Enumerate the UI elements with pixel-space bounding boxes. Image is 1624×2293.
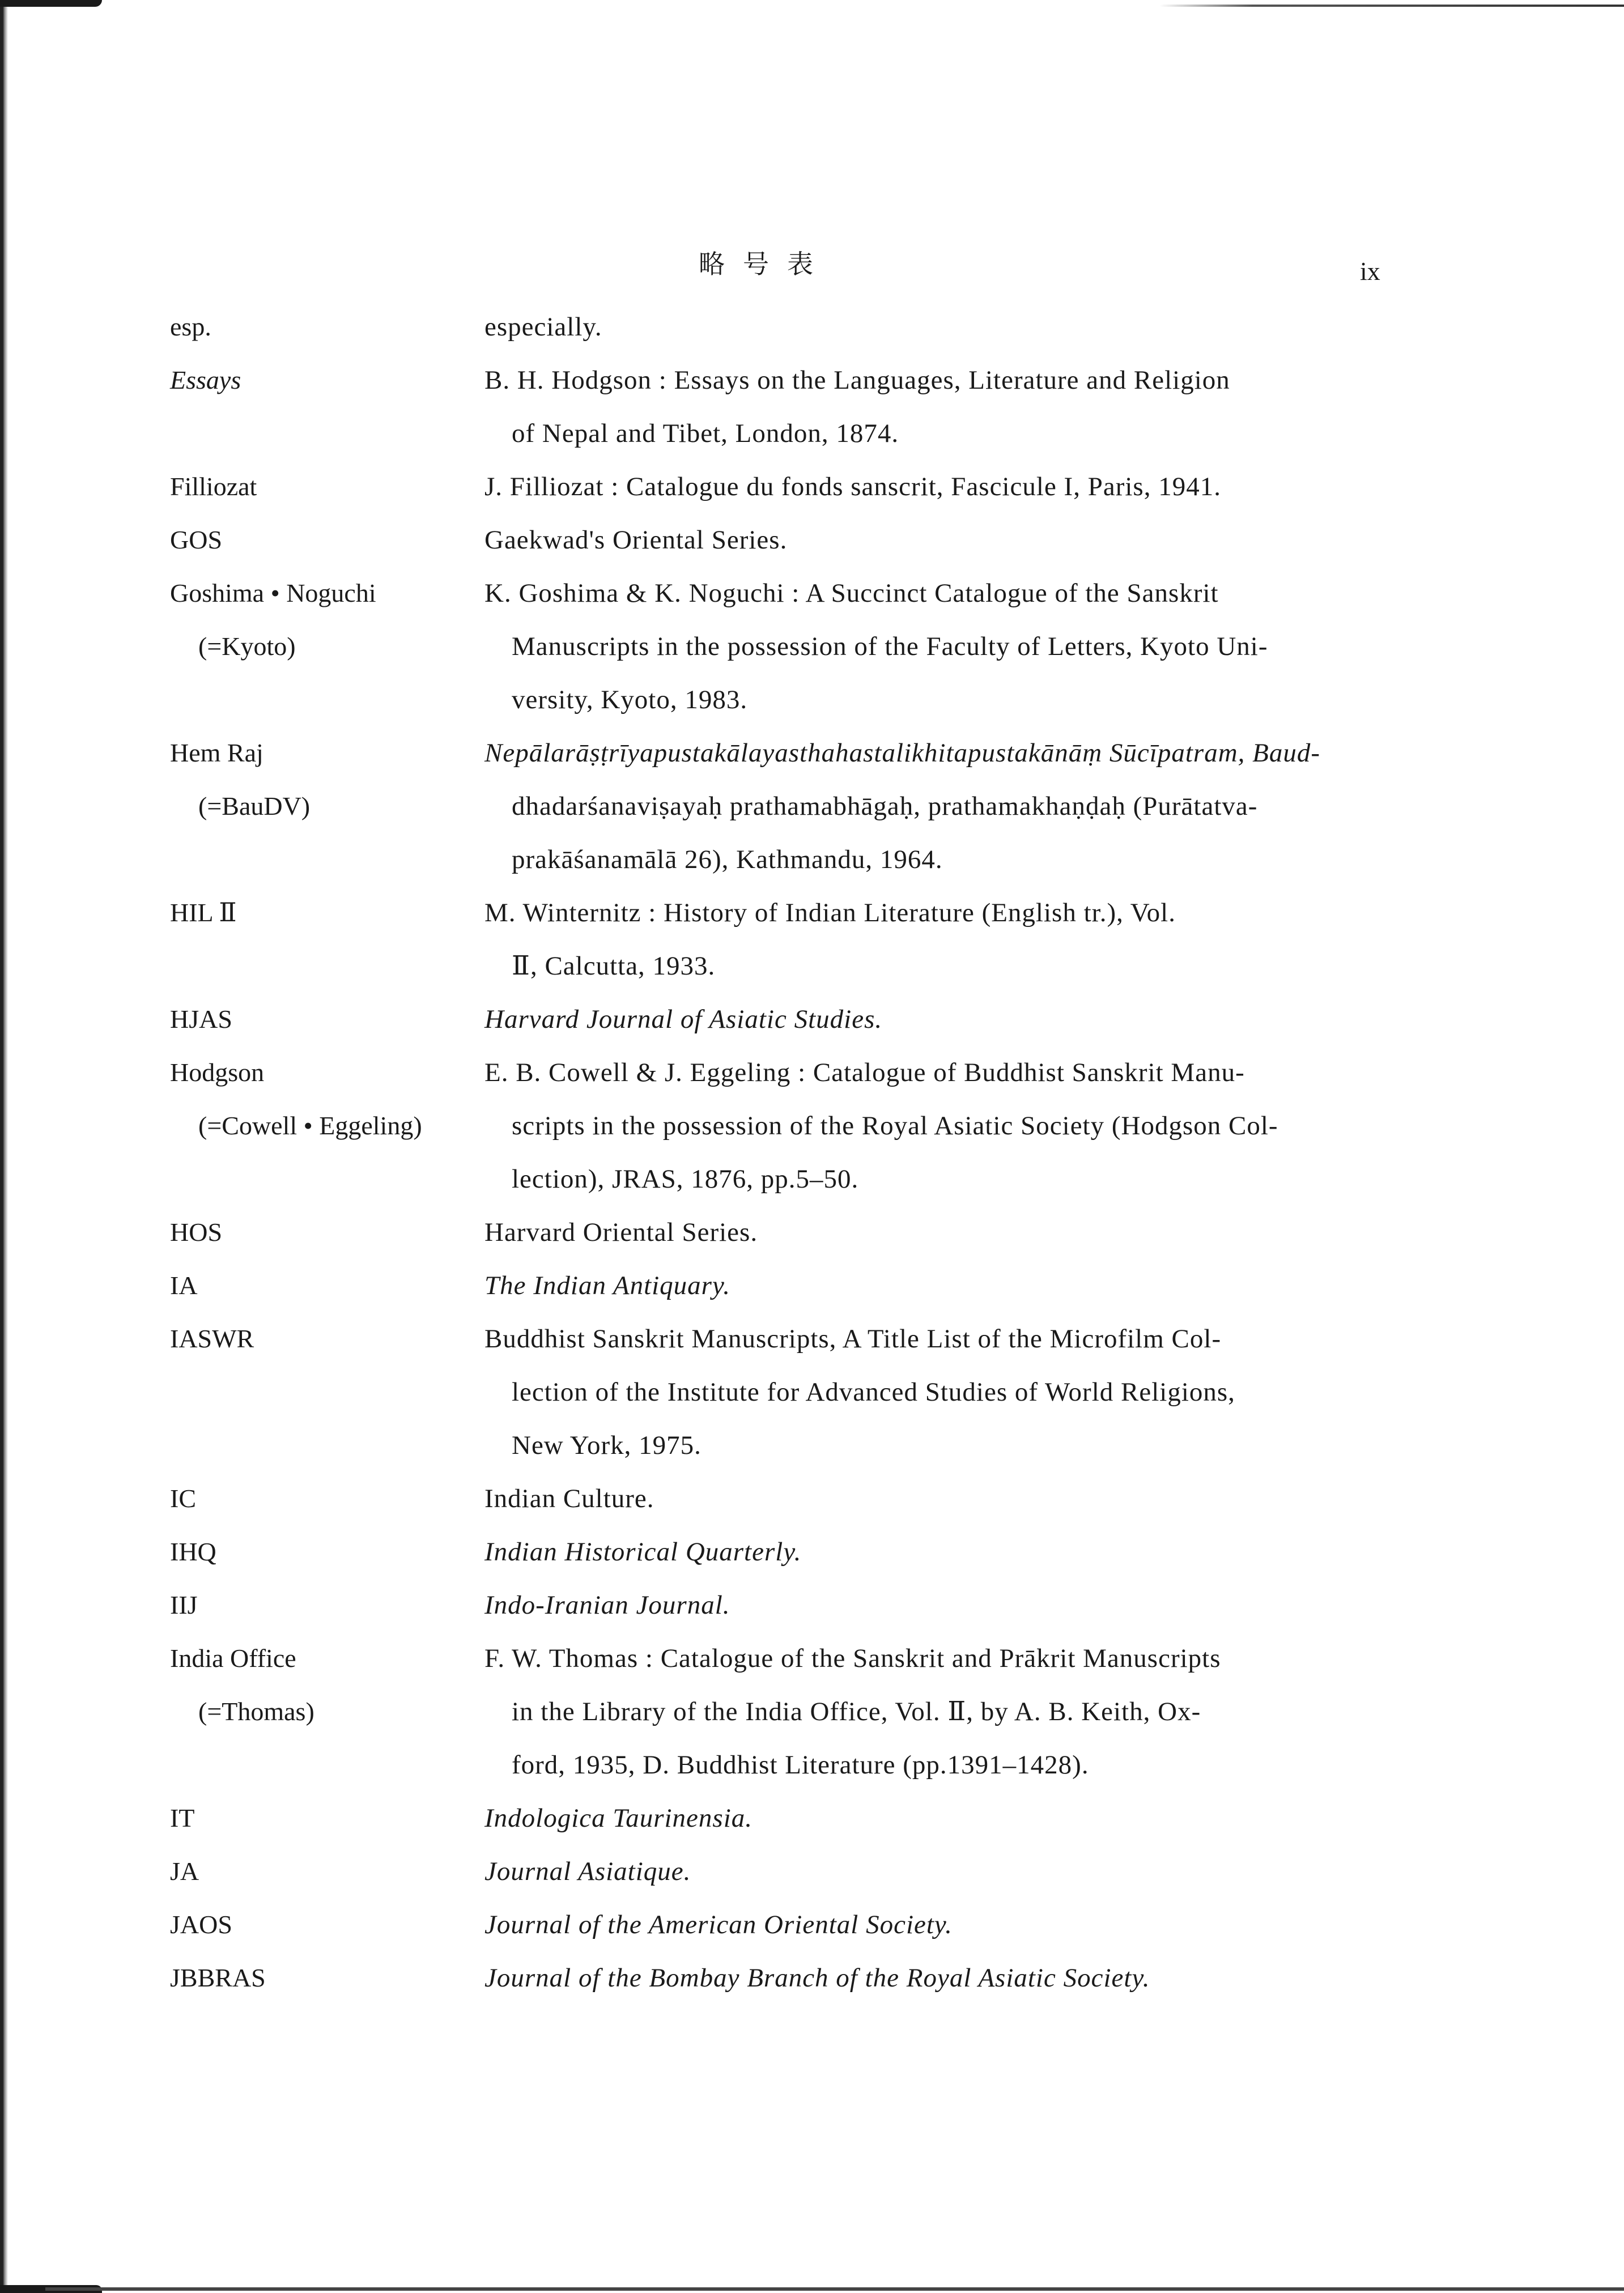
entry-desc: J. Filliozat : Catalogue du fonds sanscrit, Fascicule I, Paris, 1941. [484,472,1221,501]
entry-jaos [170,1898,1388,1951]
entry-hodgson [170,1046,1388,1206]
entry-hos [170,1206,1388,1259]
entry-abbr: IT [170,1803,195,1832]
entry-desc: Buddhist Sanskrit Manuscripts, A Title List of the Microfilm Col- lection of the Institute for Advanced Studies of World Religions, New York, 1975. [484,1324,1235,1460]
entry-filliozat [170,460,1388,513]
entry-abbr: Filliozat [170,472,257,501]
entry-desc: Harvard Oriental Series. [484,1218,758,1247]
entry-jbbras [170,1951,1388,2005]
entry-abbr: Goshima • Noguchi (=Kyoto) [170,567,484,726]
entry-abbr: GOS [170,525,223,554]
entry-desc: Journal Asiatique. [484,1857,691,1886]
entry-abbr: JAOS [170,1910,232,1939]
entry-abbr: Hodgson (=Cowell • Eggeling) [170,1046,484,1206]
entry-iaswr [170,1312,1388,1472]
entry-hem-raj [170,726,1388,886]
page-edge-left [0,0,8,2293]
entry-desc: Indologica Taurinensia. [484,1803,753,1833]
entry-india-office [170,1632,1388,1792]
entry-essays [170,354,1388,460]
abbreviation-list [170,300,1388,2005]
entry-abbr-alias: (=Cowell • Eggeling) [198,1111,422,1140]
entry-desc: B. H. Hodgson : Essays on the Languages, Literature and Religion of Nepal and Tibet, London, 1874. [484,365,1230,448]
entry-goshima-noguchi [170,567,1388,726]
entry-abbr: IASWR [170,1324,254,1353]
entry-abbr: JBBRAS [170,1963,266,1992]
entry-desc: The Indian Antiquary. [484,1271,730,1300]
entry-abbr: IC [170,1484,196,1513]
entry-desc: M. Winternitz : History of Indian Literature (English tr.), Vol. Ⅱ, Calcutta, 1933. [484,898,1176,981]
entry-abbr: HOS [170,1218,223,1247]
entry-abbr: India Office (=Thomas) [170,1632,484,1792]
page-title: 略号表 [699,249,831,279]
page-edge-bottom [45,2287,1624,2291]
entry-abbr-alias: (=Thomas) [198,1697,314,1726]
entry-ja [170,1845,1388,1898]
entry-desc: K. Goshima & K. Noguchi : A Succinct Catalogue of the Sanskrit Manuscripts in the possession of the Faculty of Letters, Kyoto Uni- versity, Kyoto, 1983. [484,578,1268,714]
entry-ihq [170,1525,1388,1579]
entry-hil-2 [170,886,1388,993]
entry-desc: Indian Historical Quarterly. [484,1537,802,1567]
entry-abbr: JA [170,1857,199,1886]
entry-abbr-alias: (=BauDV) [198,792,311,820]
page-edge-top-right [1159,5,1624,7]
entry-abbr: Hem Raj (=BauDV) [170,726,484,886]
entry-abbr: esp. [170,312,211,341]
entry-abbr: IHQ [170,1537,216,1566]
entry-abbr: HIL Ⅱ [170,898,237,927]
entry-desc: Indian Culture. [484,1484,654,1513]
entry-desc: E. B. Cowell & J. Eggeling : Catalogue of Buddhist Sanskrit Manu- scripts in the possession of the Royal Asiatic Society (Hodgson Col- lection), JRAS, 1876, pp.5–50. [484,1058,1278,1194]
entry-abbr: Essays [170,365,241,394]
entry-abbr: IA [170,1271,198,1300]
entry-desc: Nepālarāṣṭrīyapustakālayasthahastalikhitapustakānāṃ Sūcīpatram, Baud- dhadarśanaviṣayaḥ prathamabhāgaḥ, prathamakhaṇḍaḥ (Purātatva- prakāśanamālā 26), Kathmandu, 1964. [484,738,1321,874]
entry-desc: Indo-Iranian Journal. [484,1590,730,1620]
entry-abbr: IIJ [170,1590,198,1619]
page-edge-top-left [0,0,102,7]
entry-abbr: HJAS [170,1005,232,1033]
entry-desc: Journal of the American Oriental Society. [484,1910,953,1939]
entry-hjas [170,993,1388,1046]
entry-desc: F. W. Thomas : Catalogue of the Sanskrit and Prākrit Manuscripts in the Library of the India Office, Vol. Ⅱ, by A. B. Keith, Ox- ford, 1935, D. Buddhist Literature (pp.1391–1428). [484,1644,1221,1780]
entry-iij [170,1579,1388,1632]
entry-ia [170,1259,1388,1312]
entry-desc: Harvard Journal of Asiatic Studies. [484,1005,883,1034]
entry-abbr-alias: (=Kyoto) [198,632,296,661]
entry-desc: especially. [484,312,602,342]
page-number: ix [1360,257,1380,286]
entry-desc: Gaekwad's Oriental Series. [484,525,788,555]
entry-ic [170,1472,1388,1525]
entry-it [170,1792,1388,1845]
entry-gos [170,513,1388,567]
entry-esp [170,300,1388,354]
entry-desc: Journal of the Bombay Branch of the Royal Asiatic Society. [484,1963,1150,1993]
